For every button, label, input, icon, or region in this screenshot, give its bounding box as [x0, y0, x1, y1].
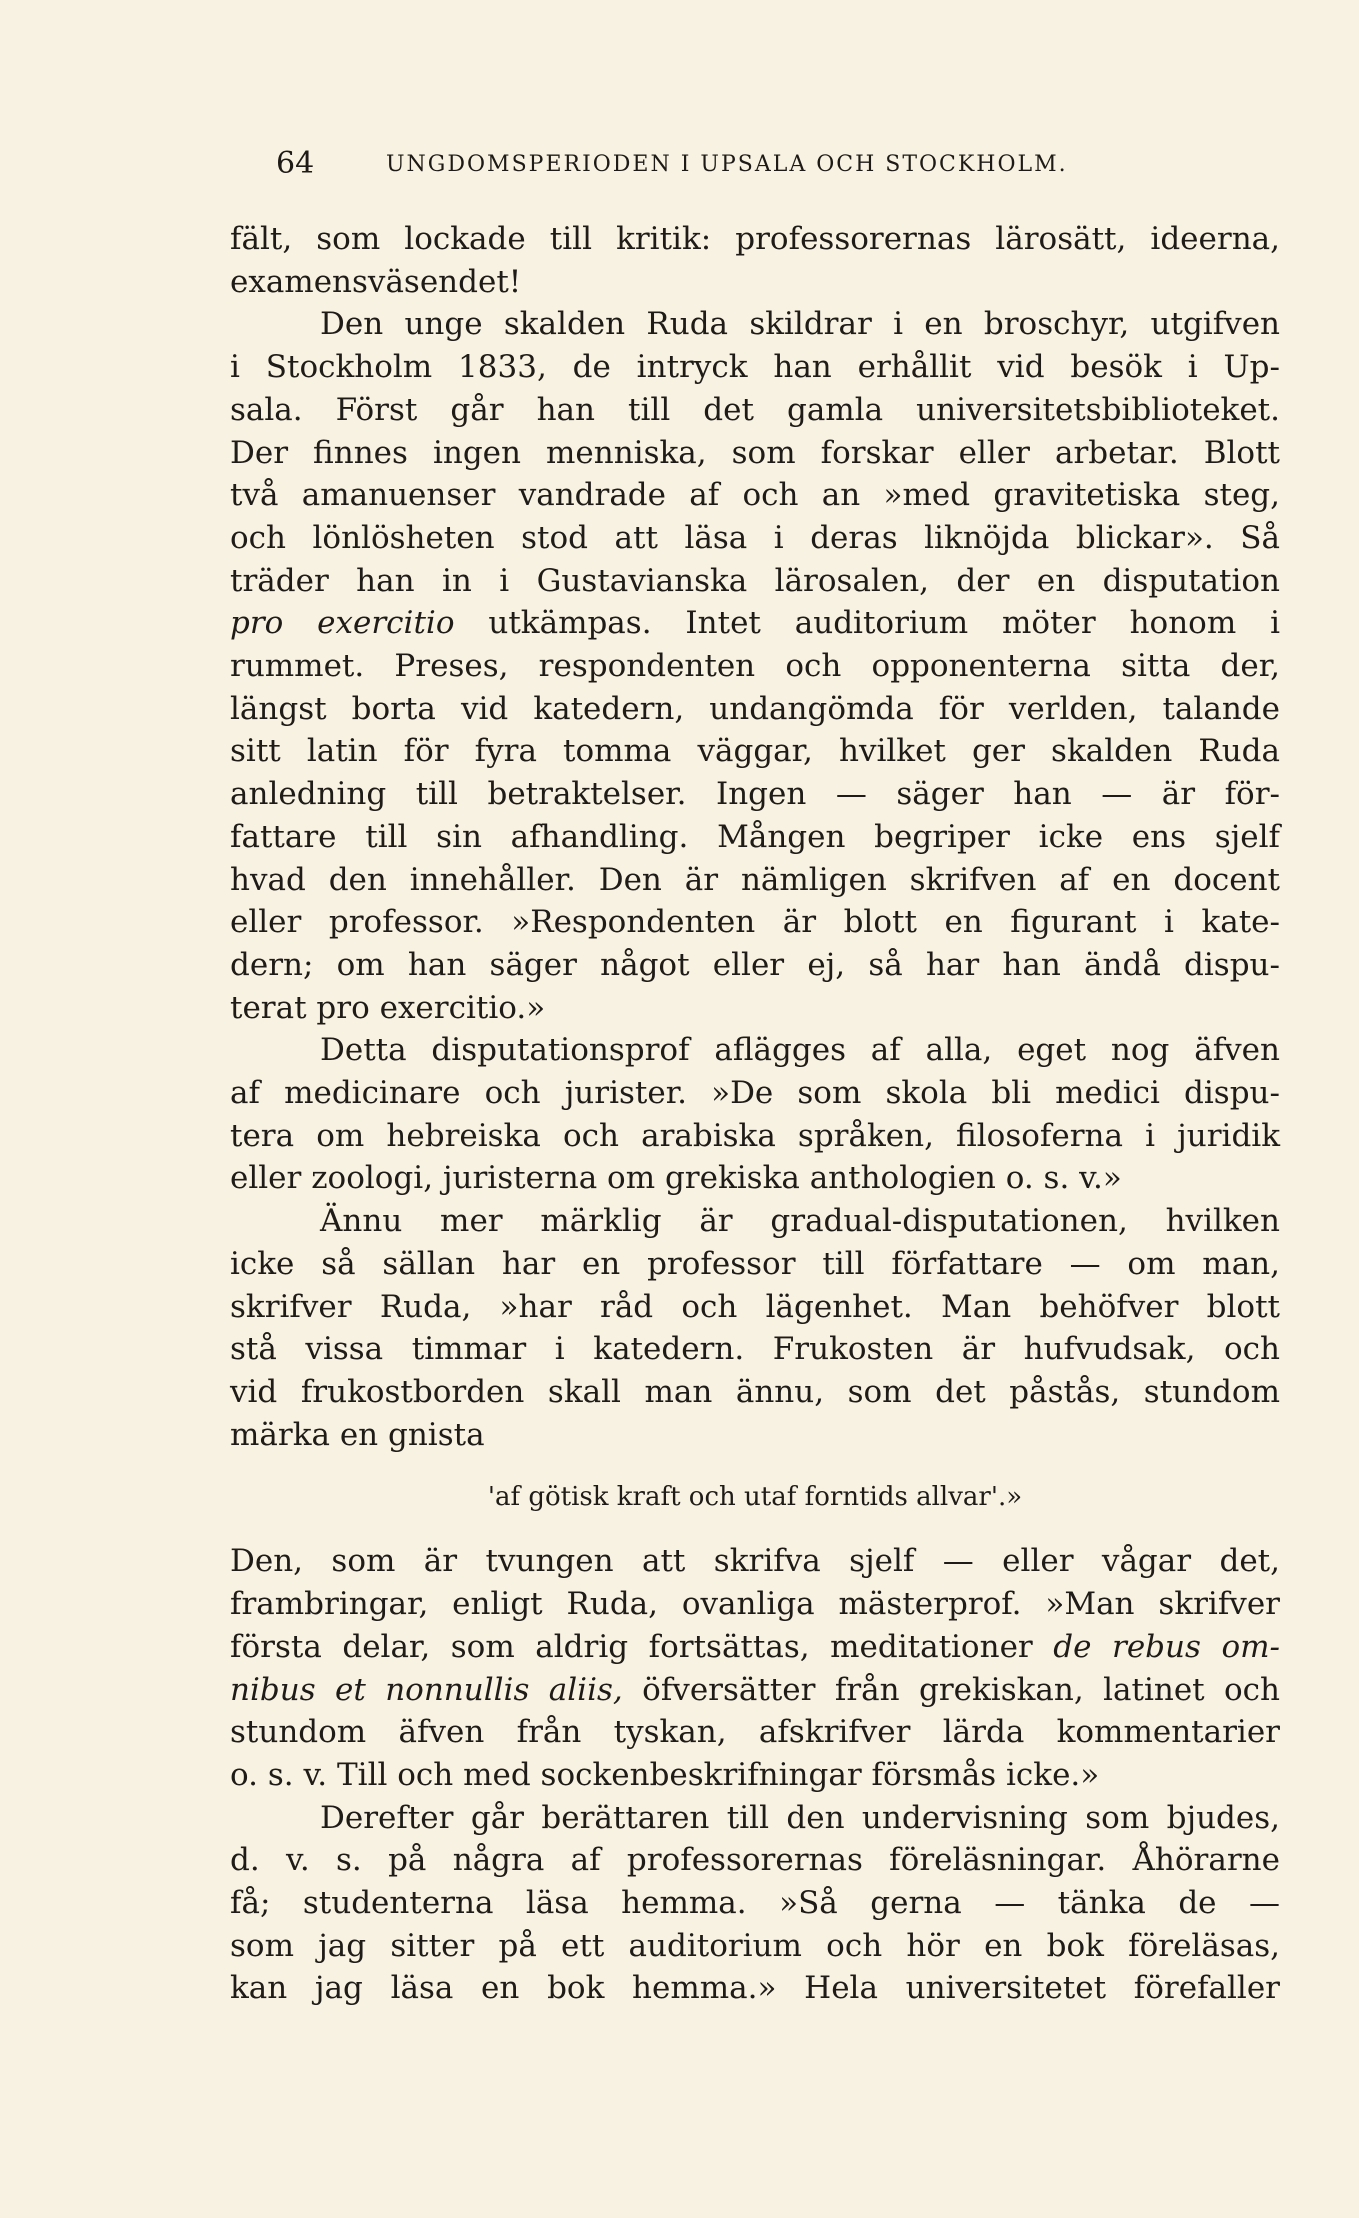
- page-number: 64: [276, 146, 315, 181]
- text-line: Den, som är tvungen att skrifva sjelf — eller vågar det,: [230, 1543, 1280, 1580]
- text-line: fält, som lockade till kritik: professorernas lärosätt, ideerna,: [230, 221, 1280, 257]
- text-line: terat pro exercitio.»: [230, 989, 546, 1026]
- text-line: af medicinare och jurister. »De som skola bli medici dispu-: [230, 1075, 1280, 1112]
- body-text: [230, 218, 1280, 2010]
- text-line: märka en gnista: [230, 1416, 485, 1453]
- text-line: skrifver Ruda, »har råd och lägenhet. Man behöfver blott: [230, 1288, 1280, 1325]
- text-line: längst borta vid katedern, undangömda för verlden, talande: [230, 690, 1280, 727]
- verse-quote: 'af götisk kraft och utaf forntids allvar'.»: [487, 1482, 1023, 1513]
- text-fragment: första delar, som aldrig fortsättas, meditationer: [230, 1628, 1033, 1665]
- text-line: fattare till sin afhandling. Mången begriper icke ens sjelf: [230, 818, 1280, 855]
- text-line: i Stockholm 1833, de intryck han erhållit vid besök i Up-: [230, 349, 1280, 386]
- text-line: Ännu mer märklig är gradual-disputationen, hvilken: [320, 1203, 1280, 1240]
- text-line: d. v. s. på några af professorernas föreläsningar. Åhörarne: [230, 1842, 1280, 1879]
- text-line: tera om hebreiska och arabiska språken, filosoferna i juridik: [230, 1117, 1280, 1154]
- text-line: stå vissa timmar i katedern. Frukosten är hufvudsak, och: [230, 1331, 1280, 1368]
- italic-phrase: pro exercitio: [230, 605, 455, 642]
- text-line: få; studenterna läsa hemma. »Så gerna — tänka de —: [230, 1885, 1280, 1922]
- text-line: Detta disputationsprof aflägges af alla, eget nog äfven: [320, 1032, 1280, 1069]
- text-line: kan jag läsa en bok hemma.» Hela universitetet förefaller: [230, 1970, 1280, 2007]
- text-line: eller professor. »Respondenten är blott en figurant i kate-: [230, 904, 1280, 941]
- text-line: och lönlösheten stod att läsa i deras liknöjda blickar». Så: [230, 519, 1280, 556]
- text-line: Den unge skalden Ruda skildrar i en broschyr, utgifven: [320, 306, 1280, 343]
- text-line: [230, 1669, 1280, 1712]
- text-line: eller zoologi, juristerna om grekiska anthologien o. s. v.»: [230, 1160, 1122, 1197]
- text-line: hvad den innehåller. Den är nämligen skrifven af en docent: [230, 861, 1280, 898]
- text-line: dern; om han säger något eller ej, så har han ändå dispu-: [230, 946, 1280, 983]
- text-line: [230, 602, 1280, 645]
- text-line: Der finnes ingen menniska, som forskar eller arbetar. Blott: [230, 434, 1280, 471]
- text-line: sitt latin för fyra tomma väggar, hvilket ger skalden Ruda: [230, 733, 1280, 770]
- text-line: sala. Först går han till det gamla universitetsbiblioteket.: [230, 391, 1280, 428]
- italic-phrase: nibus et nonnullis aliis,: [230, 1671, 623, 1708]
- text-line: frambringar, enligt Ruda, ovanliga mästerprof. »Man skrifver: [230, 1586, 1280, 1623]
- text-line: rummet. Preses, respondenten och opponenterna sitta der,: [230, 648, 1280, 685]
- text-line: icke så sällan har en professor till författare — om man,: [230, 1245, 1280, 1282]
- text-line: som jag sitter på ett auditorium och hör en bok föreläsas,: [230, 1927, 1280, 1964]
- running-title: UNGDOMSPERIODEN I UPSALA OCH STOCKHOLM.: [386, 152, 1068, 177]
- page-header: [276, 146, 1166, 186]
- text-line: träder han in i Gustavianska lärosalen, der en disputation: [230, 562, 1280, 599]
- text-line: två amanuenser vandrade af och an »med gravitetiska steg,: [230, 477, 1280, 514]
- text-line: Derefter går berättaren till den undervisning som bjudes,: [320, 1799, 1280, 1836]
- italic-phrase: de rebus om-: [1053, 1628, 1280, 1665]
- text-line: o. s. v. Till och med sockenbeskrifningar försmås icke.»: [230, 1756, 1100, 1793]
- text-line: stundom äfven från tyskan, afskrifver lärda kommentarier: [230, 1714, 1280, 1751]
- text-fragment: utkämpas. Intet auditorium möter honom i: [488, 605, 1280, 642]
- text-line: examensväsendet!: [230, 263, 522, 300]
- text-fragment: öfversätter från grekiskan, latinet och: [642, 1671, 1281, 1708]
- text-line: vid frukostborden skall man ännu, som det påstås, stundom: [230, 1373, 1280, 1410]
- text-line: anledning till betraktelser. Ingen — säger han — är för-: [230, 776, 1280, 813]
- text-line: [230, 1626, 1280, 1669]
